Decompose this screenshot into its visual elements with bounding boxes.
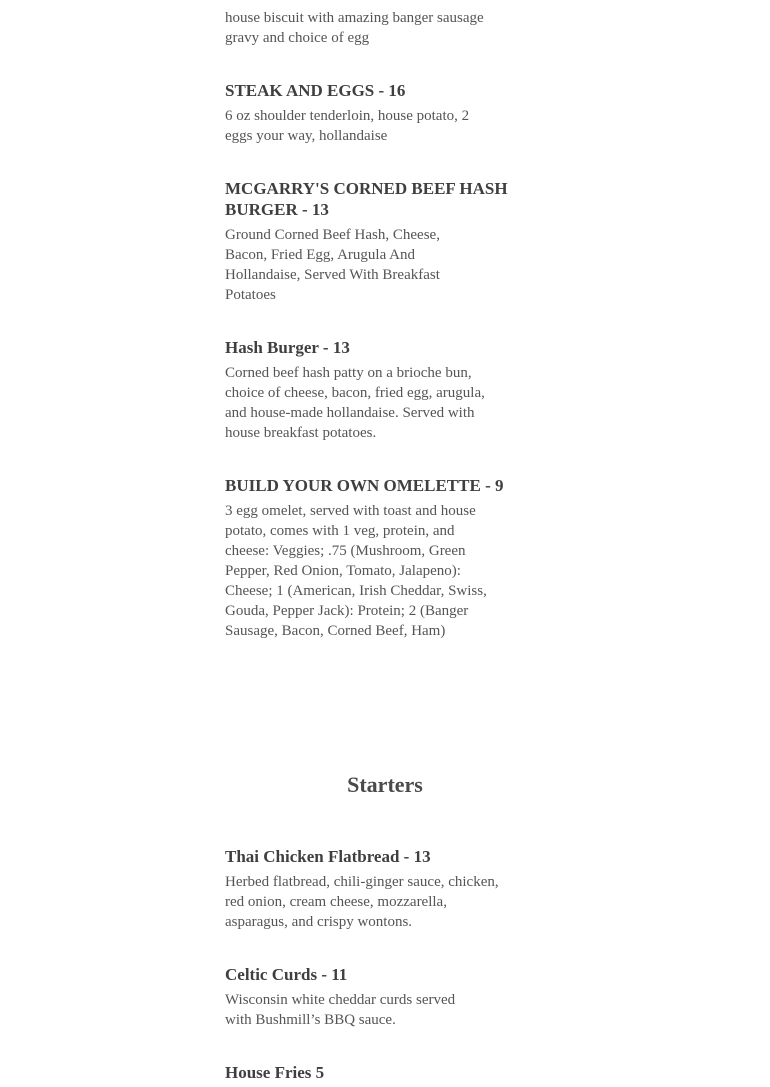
item-title: Celtic Curds - 11 — [225, 965, 348, 984]
item-title: MCGARRY'S CORNED BEEF HASH BURGER - 13 — [225, 179, 508, 219]
item-title: BUILD YOUR OWN OMELETTE - 9 — [225, 476, 504, 495]
item-description: house biscuit with amazing banger sausage gravy and choice of egg — [225, 10, 484, 46]
item-description: Corned beef hash patty on a brioche bun, choice of cheese, bacon, fried egg, arugula, and house-made hollandaise. Served with house breakfast potatoes. — [225, 365, 485, 441]
item-title: House Fries 5 — [225, 1063, 325, 1082]
item-description: 3 egg omelet, served with toast and house potato, comes with 1 veg, protein, and cheese: Veggies; .75 (Mushroom, Green Pepper, Red Onion, Tomato, Jalapeno): Cheese; 1 (American, Irish Cheddar, Swiss, Gouda, Pepper Jack): Protein; 2 (Banger Sausage, Bacon, Corned Beef, Ham) — [225, 503, 487, 639]
item-title: Thai Chicken Flatbread - 13 — [225, 847, 431, 866]
section-heading-starters: Starters — [347, 772, 423, 797]
item-description: Herbed flatbread, chili-ginger sauce, chicken, red onion, cream cheese, mozzarella, asparagus, and crispy wontons. — [225, 874, 499, 930]
item-title: STEAK AND EGGS - 16 — [225, 81, 406, 100]
item-description: 6 oz shoulder tenderloin, house potato, 2 eggs your way, hollandaise — [225, 108, 470, 144]
item-description: Wisconsin white cheddar curds served with Bushmill’s BBQ sauce. — [225, 992, 456, 1028]
item-title: Hash Burger - 13 — [225, 338, 350, 357]
item-description: Ground Corned Beef Hash, Cheese, Bacon, Fried Egg, Arugula And Hollandaise, Served With Breakfast Potatoes — [225, 227, 440, 303]
